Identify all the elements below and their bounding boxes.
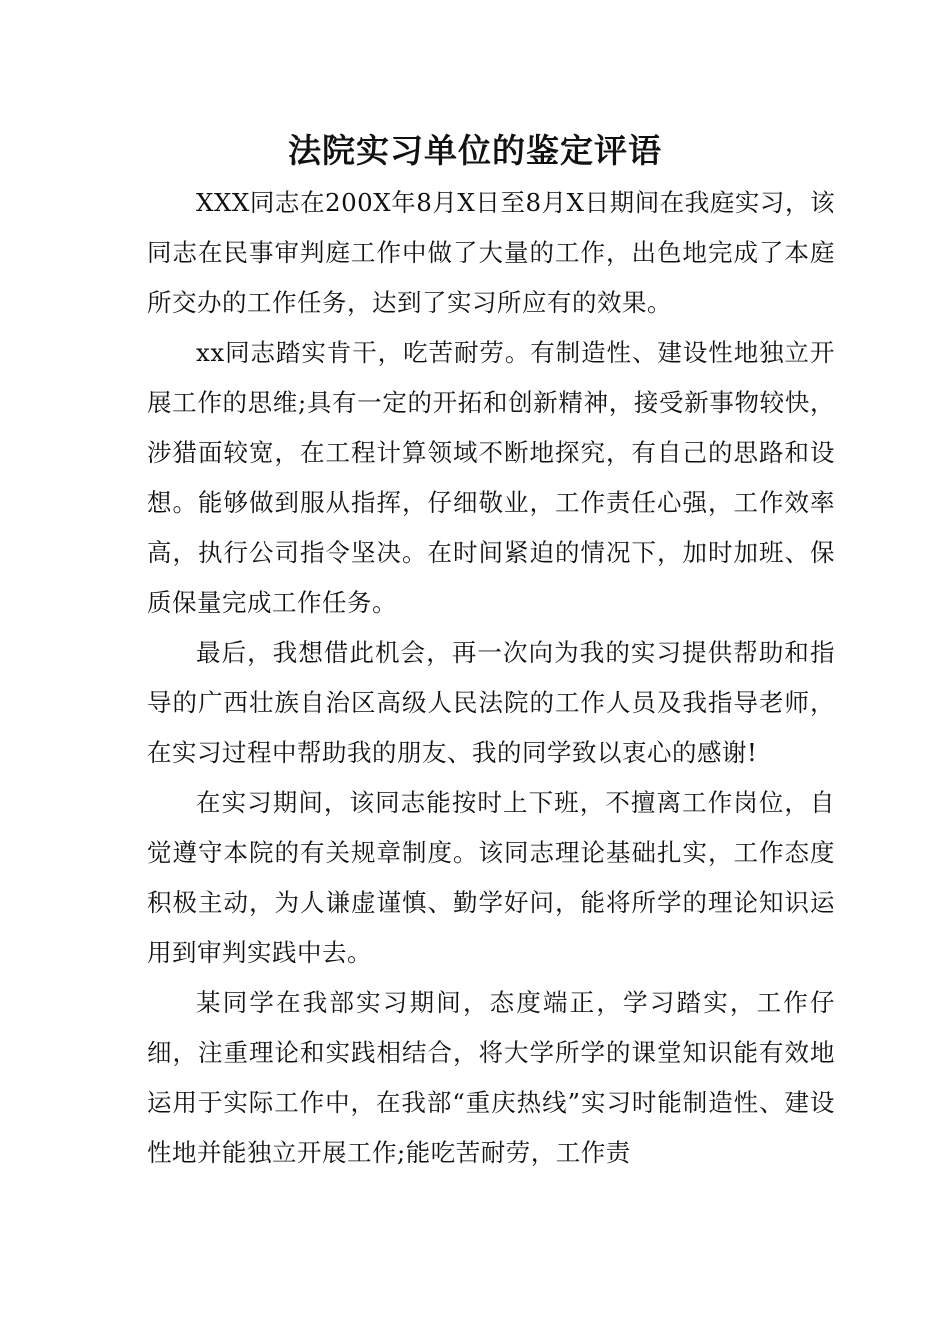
paragraph-1: XXX同志在200X年8月X日至8月X日期间在我庭实习，该同志在民事审判庭工作中做了大量的工作，出色地完成了本庭所交办的工作任务，达到了实习所应有的效果。 xyxy=(147,188,835,317)
paragraph-5: 某同学在我部实习期间，态度端正，学习踏实，工作仔细，注重理论和实践相结合，将大学所学的课堂知识能有效地运用于实际工作中，在我部“重庆热线”实习时能制造性、建设性地并能独立开展工作;能吃苦耐劳，工作责 xyxy=(147,988,835,1167)
paragraph-3: 最后，我想借此机会，再一次向为我的实习提供帮助和指导的广西壮族自治区高级人民法院的工作人员及我指导老师，在实习过程中帮助我的朋友、我的同学致以衷心的感谢! xyxy=(147,638,835,767)
document-body xyxy=(147,178,835,1178)
document-title: 法院实习单位的鉴定评语 xyxy=(288,131,662,170)
paragraph-2: xx同志踏实肯干，吃苦耐劳。有制造性、建设性地独立开展工作的思维;具有一定的开拓和创新精神，接受新事物较快，涉猎面较宽，在工程计算领域不断地探究，有自己的思路和设想。能够做到服从指挥，仔细敬业，工作责任心强，工作效率高，执行公司指令坚决。在时间紧迫的情况下，加时加班、保质保量完成工作任务。 xyxy=(147,338,835,617)
paragraph-4: 在实习期间，该同志能按时上下班，不擅离工作岗位，自觉遵守本院的有关规章制度。该同志理论基础扎实，工作态度积极主动，为人谦虚谨慎、勤学好问，能将所学的理论知识运用到审判实践中去。 xyxy=(147,788,835,967)
